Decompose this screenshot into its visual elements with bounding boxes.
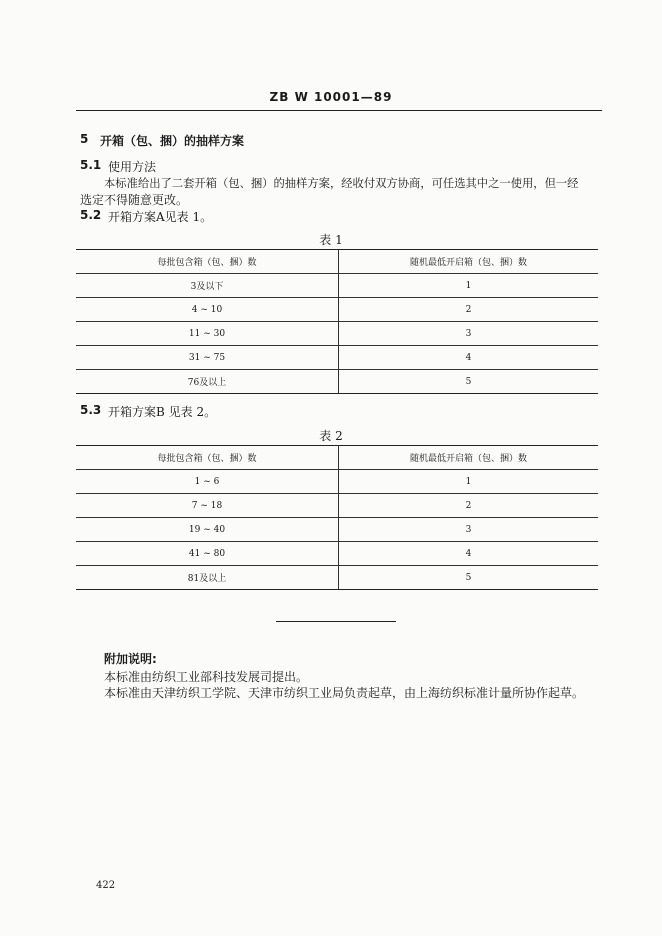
table-row — [76, 566, 598, 590]
notes-title: 附加说明: — [104, 652, 157, 666]
table-2-header-row — [76, 446, 598, 470]
section-5-3-number: 5.3 — [80, 403, 102, 417]
section-5-2-number: 5.2 — [80, 208, 102, 222]
section-5-1-paragraph-line-1: 本标准给出了二套开箱（包、捆）的抽样方案，经收付双方协商，可任选其中之一使用，但一经 — [104, 177, 579, 190]
section-5-1-number: 5.1 — [80, 158, 102, 172]
table-1-cell-batch: 3及以下 — [76, 274, 339, 298]
section-5-1-title: 使用方法 — [108, 160, 157, 174]
table-2-cell-batch: 19 ~ 40 — [76, 518, 339, 542]
table-1-caption: 表 1 — [319, 233, 343, 247]
section-5-title: 开箱（包、捆）的抽样方案 — [100, 134, 245, 148]
table-1-cell-open: 5 — [339, 370, 599, 394]
table-1-cell-open: 1 — [339, 274, 599, 298]
section-5-1-paragraph-line-2: 选定不得随意更改。 — [80, 193, 189, 207]
table-2 — [76, 445, 598, 590]
table-row — [76, 322, 598, 346]
table-2-cell-open: 1 — [339, 470, 599, 494]
table-2-cell-open: 4 — [339, 542, 599, 566]
table-2-cell-open: 5 — [339, 566, 599, 590]
table-1-cell-open: 3 — [339, 322, 599, 346]
table-2-cell-batch: 41 ~ 80 — [76, 542, 339, 566]
table-row — [76, 346, 598, 370]
table-1-cell-batch: 76及以上 — [76, 370, 339, 394]
table-1-cell-open: 4 — [339, 346, 599, 370]
table-2-header-min-open-count: 随机最低开启箱（包、捆）数 — [339, 446, 599, 470]
table-1-cell-batch: 31 ~ 75 — [76, 346, 339, 370]
section-5-number: 5 — [80, 132, 89, 146]
table-2-cell-open: 3 — [339, 518, 599, 542]
table-1-cell-batch: 4 ~ 10 — [76, 298, 339, 322]
table-1-header-batch-count: 每批包含箱（包、捆）数 — [76, 250, 339, 274]
table-2-caption: 表 2 — [319, 429, 343, 443]
table-1-cell-batch: 11 ~ 30 — [76, 322, 339, 346]
table-1-header-row — [76, 250, 598, 274]
end-of-text-rule — [276, 621, 396, 622]
table-row — [76, 274, 598, 298]
table-1 — [76, 249, 598, 394]
table-1-header-min-open-count: 随机最低开启箱（包、捆）数 — [339, 250, 599, 274]
notes-line-1: 本标准由纺织工业部科技发展司提出。 — [104, 670, 309, 684]
header-rule — [76, 110, 602, 111]
table-2-cell-open: 2 — [339, 494, 599, 518]
table-row — [76, 298, 598, 322]
section-5-2-text: 开箱方案A见表 1。 — [108, 210, 213, 224]
table-row — [76, 470, 598, 494]
page-number: 422 — [96, 880, 116, 891]
table-row — [76, 518, 598, 542]
table-2-cell-batch: 7 ~ 18 — [76, 494, 339, 518]
section-5-3-text: 开箱方案B 见表 2。 — [108, 405, 217, 419]
table-row — [76, 370, 598, 394]
table-row — [76, 494, 598, 518]
table-1-cell-open: 2 — [339, 298, 599, 322]
table-row — [76, 542, 598, 566]
table-2-cell-batch: 1 ~ 6 — [76, 470, 339, 494]
table-2-cell-batch: 81及以上 — [76, 566, 339, 590]
document-code-header: ZB W 10001—89 — [269, 90, 393, 104]
table-2-header-batch-count: 每批包含箱（包、捆）数 — [76, 446, 339, 470]
notes-line-2: 本标准由天津纺织工学院、天津市纺织工业局负责起草，由上海纺织标准计量所协作起草。 — [104, 686, 585, 700]
